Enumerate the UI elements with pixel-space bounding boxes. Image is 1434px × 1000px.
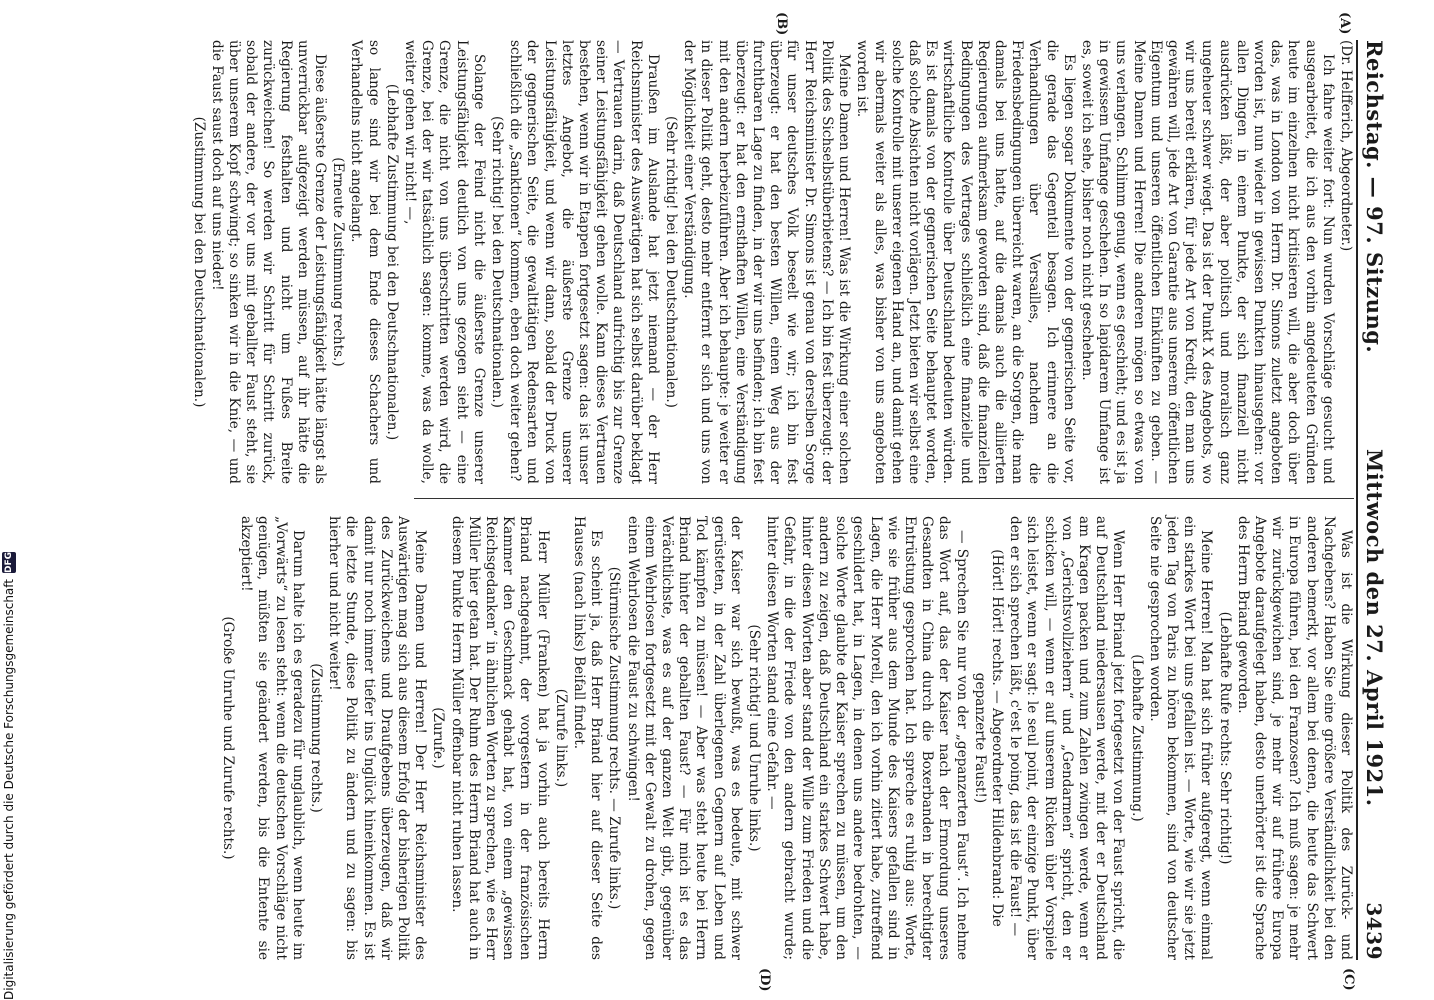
margin-marker-c: (C) <box>1341 968 1356 991</box>
paragraph: Ich fahre weiter fort: Nun wurden Vorschläge gesucht und ausgearbeitet, die ich aus den vorhin angedeuteten Gründen heute im einzelnen nicht kritisieren will, die aber doch über das, was in London von Herrn Dr. Simons zuletzt angeboten worden ist, nun wieder in gewissen Punkten hinausgehen: vor allen Dingen in einem Punkte, der sich finanziell nicht ausdrücken läßt, der aber politisch und moralisch ganz ungeheuer schwer wiegt. Das ist der Punkt X des Angebots, wo wir uns bereit erklären, für jede Art von Kredit, den man uns gewähren will, jede Art von Garantie aus unserem öffentlichen Eigentum und unseren öffentlichen Einkünften zu geben. — Meine Damen und Herren! Die anderen mögen so etwas von uns verlangen. Schlimm genug, wenn es geschieht; und es ist ja in gewissem Umfange geschehen. In so lapidarem Umfange ist es, soweit ich sehe, bisher noch nicht geschehen. <box>1078 40 1336 484</box>
interjection: (Sehr richtig! bei den Deutschnationalen.) <box>489 116 506 408</box>
interjection: (Lebhafte Zustimmung.) <box>1128 654 1145 822</box>
sidebar <box>0 0 24 1000</box>
paragraph: Meine Damen und Herren! Der Herr Reichsminister des Auswärtigen mag sich aus diesem Erfolg der bisherigen Politik des Zurückweichens und Draufgebens überzeugen, daß wir damit nur noch immer tiefer ins Unglück hineinkommen. Es ist die letzte Stunde, diese Politik zu ändern und zu sagen: bis hierher und nicht weiter! <box>326 516 429 960</box>
speaker-label: (Dr. Helfferich, Abgeordneter.) <box>1338 40 1354 252</box>
left-column <box>190 40 1354 485</box>
margin-marker-b: (B) <box>774 12 789 36</box>
page-number: 3439 <box>1362 902 1386 960</box>
paragraph: der Kaiser war sich bewußt, was es bedeute, mit schwer gerüsteten, in der Zahl überlegenen Gegnern auf Leben und Tod kämpfen zu müssen! — Aber was steht heute bei Herrn Briand hinter der geballten Faust? — Für mich ist es das Verächtlichste, was es auf der ganzen Welt gibt, gegenüber einem Wehrlosen fortgesetzt mit der Gewalt zu drohen, gegen einen Wehrlosen die Faust zu schwingen! <box>624 516 744 960</box>
paragraph: Es scheint ja, daß Herr Briand hier auf dieser Seite des Hauses (nach links) Beifall findet. <box>571 516 605 960</box>
header-date: Mittwoch den 27. April 1921. <box>1362 448 1387 807</box>
interjection: (Zustimmung bei den Deutschnationalen.) <box>190 116 207 408</box>
funding-credit-text: Digitalisierung gefördert durch die Deutsche Forschungsgemeinschaft <box>2 578 16 1000</box>
paragraph: Diese äußerste Grenze der Leistungsfähigkeit hätte längst als unverrückbar aufgezeigt werden müssen, auf ihr hätte die Regierung festhalten und nicht um Fußes Breite zurückweichen! So werden wir Schritt für Schritt zurück, sobald der andere, der vor uns mit geballter Faust steht, sie über unserem Kopf schwingt; so sinken wir in die Knie, — und die Faust saust doch auf uns nieder! <box>208 40 329 484</box>
paragraph: Es liegen sogar Dokumente von der gegnerischen Seite vor, die gerade das Gegenteil besagen. Ich erinnere an die Verhandlungen über Versailles, nachdem die Friedensbedingungen überreicht waren, an die Sorgen, die man damals bei uns hatte, auf die damals auch die alliierten Regierungen aufmerksam geworden sind, daß die finanziellen Bedingungen des Vertrages schließlich eine finanzielle und wirtschaftliche Kontrolle über Deutschland bedeuten würden. Es ist damals von der gegnerischen Seite behauptet worden, daß solche Absichten nicht vorlägen. Jetzt bieten wir selbst eine solche Kontrolle mit unserer eigenen Hand an, und damit gehen wir abermals weiter als alles, was bisher von uns angeboten worden ist. <box>854 40 1077 485</box>
interjection: (Große Unruhe und Zurufe rechts.) <box>220 616 236 860</box>
paragraph: Was ist die Wirkung dieser Politik des Zurück- und Nachgebens? Haben Sie eine größere Verständlichkeit bei den anderen bemerkt, vor allem bei denen, die heute das Schwert in Europa führen, bei den Franzosen? Ich muß sagen: je mehr wir zurückgewichen sind, je mehr wir auf frühere Europa Angebote daraufgelegt haben, desto unerhörter ist die Sprache des Herrn Briand geworden. <box>1234 516 1354 960</box>
paragraph: Solange der Feind nicht die äußerste Grenze unserer Leistungsfähigkeit deutlich von uns gezogen sieht — eine Grenze, die nicht von uns überschritten werden wird, die Grenze, bei der wir tatsächlich sagen: komme, was da wolle, weiter gehen wir nicht! —, <box>402 40 487 484</box>
interjection: (Zustimmung rechts.) <box>308 663 325 813</box>
funding-credit <box>2 551 16 1000</box>
paragraph: — Sprechen Sie nur von der „gepanzerten Faust“. Ich nehme das Wort auf, das der Kaiser nach der Ermordung unseres Gesandten in China durch die Boxerbanden in berechtigter Entrüstung gesprochen hat. Ich spreche es ruhig aus: Worte, wie sie früher aus dem Munde des Kaisers gefallen sind in Lagen, die Herr Morell, den ich vorhin zitiert habe, zutreffend geschildert hat, in Lagen, in denen uns andere bedrohten, — solche Worte glaubte der Kaiser sprechen zu müssen, um den andern zu zeigen, daß Deutschland ein starkes Schwert habe, hinter diesen Worten aber stand der Wille zum Frieden und die Gefahr, in die der Friede von den andern gebracht wurde; hinter diesen Worten stand eine Gefahr. — <box>764 516 970 960</box>
right-column <box>220 516 1354 960</box>
margin-marker-d: (D) <box>757 968 772 992</box>
interjection: (Zurufe links.) <box>552 688 569 788</box>
interjection: (Sehr richtig! und Unruhe links.) <box>746 624 763 852</box>
interjection: (Erneute Zustimmung rechts.) <box>330 157 347 367</box>
paragraph: Draußen im Auslande hat jetzt niemand — der Herr Reichsminister des Auswärtigen hat sich selbst darüber beklagt — Vertrauen darin, daß Deutschland aufrichtig bis zur Grenze seiner Leistungsfähigkeit gehen wolle. Kann dieses Vertrauen bestehen, wenn wir in Etappen fortgesetzt sagen: das ist unser letztes Angebot, die äußerste Grenze unserer Leistungsfähigkeit, und wenn wir dann, sobald der Druck von der gegnerischen Seite, die gewalttätigen Redensarten und schließlich die „Sanktionen“ kommen, eben doch weiter gehen? <box>507 40 661 484</box>
scanned-page <box>24 0 1404 1000</box>
interjection: (Lebhafte Rufe rechts: Sehr richtig!) <box>1216 611 1233 865</box>
header-session: Reichstag. — 97. Sitzung. <box>1362 40 1387 354</box>
paragraph: Darum halte ich es geradezu für unglaublich, wenn heute im „Vorwärts“ zu lesen steht: wenn die deutschen Vorschläge nicht genügen, müßten sie geändert werden, bis die Entente sie akzeptiert! <box>238 516 306 960</box>
interjection: (Lebhafte Zustimmung bei den Deutschnationalen.) <box>383 83 400 441</box>
interjection: (Stürmische Zustimmung rechts. — Zurufe links.) <box>606 566 623 910</box>
column-divider <box>414 498 1354 499</box>
paragraph: Meine Damen und Herren! Was ist die Wirkung einer solchen Politik des Sichselbstüberbietens? — Ich bin fest überzeugt: der Herr Reichsminister Dr. Simons ist genau von derselben Sorge für unser deutsches Volk beseelt wie wir; ich bin fest überzeugt: er hat den besten Willen, einen Weg aus der furchtbaren Lage zu finden, in der wir uns befinden; ich bin fest überzeugt: er hat den ernsthaften Willen, eine Verständigung mit den andern herbeizuführen. Aber ich behaupte: je weiter er in dieser Politik geht, desto mehr entfernt er sich und uns von der Möglichkeit einer Verständigung. <box>681 40 853 484</box>
interjection: (Hört! Hört! rechts. — Abgeordneter Hildenbrand: Die gepanzerte Faust!) <box>971 549 1005 927</box>
paragraph: Wenn Herr Briand jetzt fortgesetzt von der Faust spricht, die auf Deutschland niedersausen werde, mit der er Deutschland am Kragen packen und zum Zahlen zwingen werde, wenn er von „Gerichtsvollziehern“ und „Gendarmen“ spricht, den er schicken will, — wenn er auf unserem Rücken übler Vorspiele sich leistet, wenn er sagt: le seul point, der einzige Punkt, über den er sich sprechen läßt, c'est le poing, das ist die Faust! — <box>1007 516 1127 960</box>
dfg-logo: DFG <box>4 551 14 573</box>
paragraph: Herr Müller (Franken) hat ja vorhin auch bereits Herrn Briand nachgeahmt, der vorgestern in der französischen Kammer den Geschmack gehabt hat, von einem „gewissen Reichsgedanken“ in ähnlichen Worten zu sprechen, wie es Herr Müller hier getan hat. Der Ruhm des Herrn Briand hat auch in diesem Punkte Herrn Müller offenbar nicht ruhen lassen. <box>448 516 551 960</box>
interjection: (Zurufe.) <box>430 707 447 769</box>
interjection: (Sehr richtig! bei den Deutschnationalen.) <box>663 116 680 408</box>
paragraph: Meine Herren! Man hat sich früher aufgeregt, wenn einmal ein starkes Wort bei uns gefallen ist. — Worte, wie wir sie jetzt jeden Tag von Paris zu hören bekommen, sind von deutscher Seite nie gesprochen worden. <box>1146 516 1215 960</box>
page-header <box>1356 40 1396 960</box>
margin-marker-a: (A) <box>1337 12 1352 35</box>
paragraph: so lange sind wir bei dem Ende dieses Schachers und Verhandelns nicht angelangt. <box>348 40 382 484</box>
